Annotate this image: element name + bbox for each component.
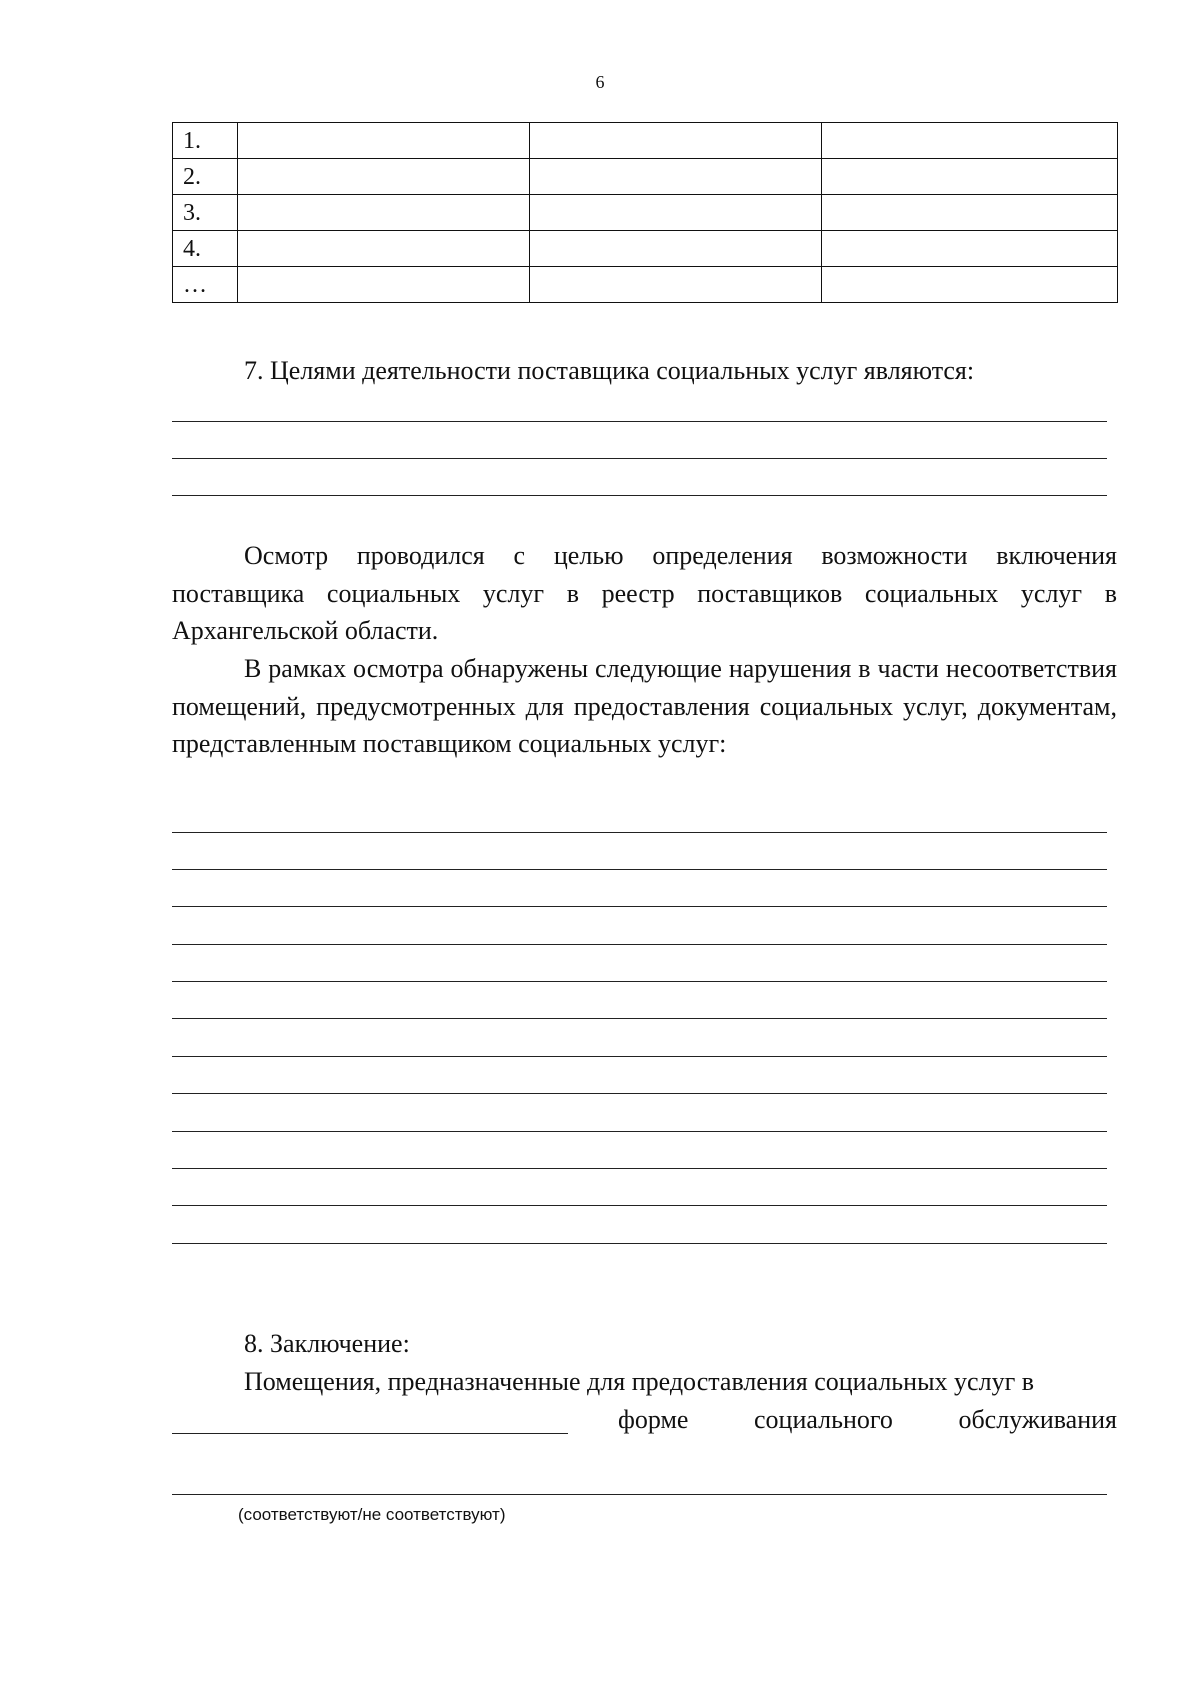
violations-fill-line — [172, 832, 1107, 833]
row-number-cell: 4. — [173, 231, 238, 267]
violations-fill-line — [172, 944, 1107, 945]
table-cell — [238, 267, 530, 303]
table-cell — [530, 267, 822, 303]
violations-fill-line — [172, 1205, 1107, 1206]
table-row — [173, 159, 1118, 195]
table-cell — [822, 267, 1118, 303]
goals-fill-line — [172, 495, 1107, 496]
table-cell — [238, 231, 530, 267]
table-cell — [822, 123, 1118, 159]
violations-fill-line — [172, 869, 1107, 870]
section-7-heading: 7. Целями деятельности поставщика социальных услуг являются: — [244, 356, 975, 385]
row-number-cell: 2. — [173, 159, 238, 195]
conformity-caption: (соответствуют/не соответствуют) — [238, 1505, 506, 1524]
table-cell — [238, 159, 530, 195]
table-row — [173, 231, 1118, 267]
form-words — [618, 1401, 1117, 1439]
goals-fill-line — [172, 458, 1107, 459]
conclusion-form-row — [172, 1401, 1117, 1439]
violations-fill-line — [172, 906, 1107, 907]
table-cell — [822, 195, 1118, 231]
violations-intro-paragraph: В рамках осмотра обнаружены следующие нарушения в части несоответствия помещений, предусмотренных для предоставления социальных услуг, документам, представленным поставщиком социальных услуг: — [172, 654, 1117, 758]
violations-fill-line — [172, 1056, 1107, 1057]
section-8-heading: 8. Заключение: — [244, 1329, 410, 1358]
table-row — [173, 267, 1118, 303]
goals-fill-line — [172, 421, 1107, 422]
page-number: 6 — [595, 72, 605, 92]
table-cell — [530, 159, 822, 195]
table-cell — [238, 195, 530, 231]
violations-fill-line — [172, 981, 1107, 982]
table-cell — [822, 159, 1118, 195]
data-table — [172, 122, 1118, 303]
violations-fill-line — [172, 1093, 1107, 1094]
table-cell — [530, 231, 822, 267]
table-row — [173, 123, 1118, 159]
violations-fill-line — [172, 1018, 1107, 1019]
form-word: социального — [754, 1405, 893, 1434]
table-row — [173, 195, 1118, 231]
form-type-blank — [172, 1433, 568, 1434]
table-cell — [238, 123, 530, 159]
table-cell — [530, 195, 822, 231]
violations-fill-line — [172, 1168, 1107, 1169]
table-cell — [530, 123, 822, 159]
conclusion-statement: Помещения, предназначенные для предоставления социальных услуг в — [244, 1367, 1035, 1396]
violations-fill-line — [172, 1243, 1107, 1244]
row-number-cell: 3. — [173, 195, 238, 231]
conformity-fill-line — [172, 1494, 1107, 1495]
violations-fill-line — [172, 1131, 1107, 1132]
row-number-cell: … — [173, 267, 238, 303]
row-number-cell: 1. — [173, 123, 238, 159]
table-cell — [822, 231, 1118, 267]
inspection-purpose-paragraph: Осмотр проводился с целью определения возможности включения поставщика социальных услуг в реестр поставщиков социальных услуг в Архангельской области. — [172, 541, 1117, 645]
form-word: форме — [618, 1405, 689, 1434]
form-word: обслуживания — [958, 1405, 1117, 1434]
